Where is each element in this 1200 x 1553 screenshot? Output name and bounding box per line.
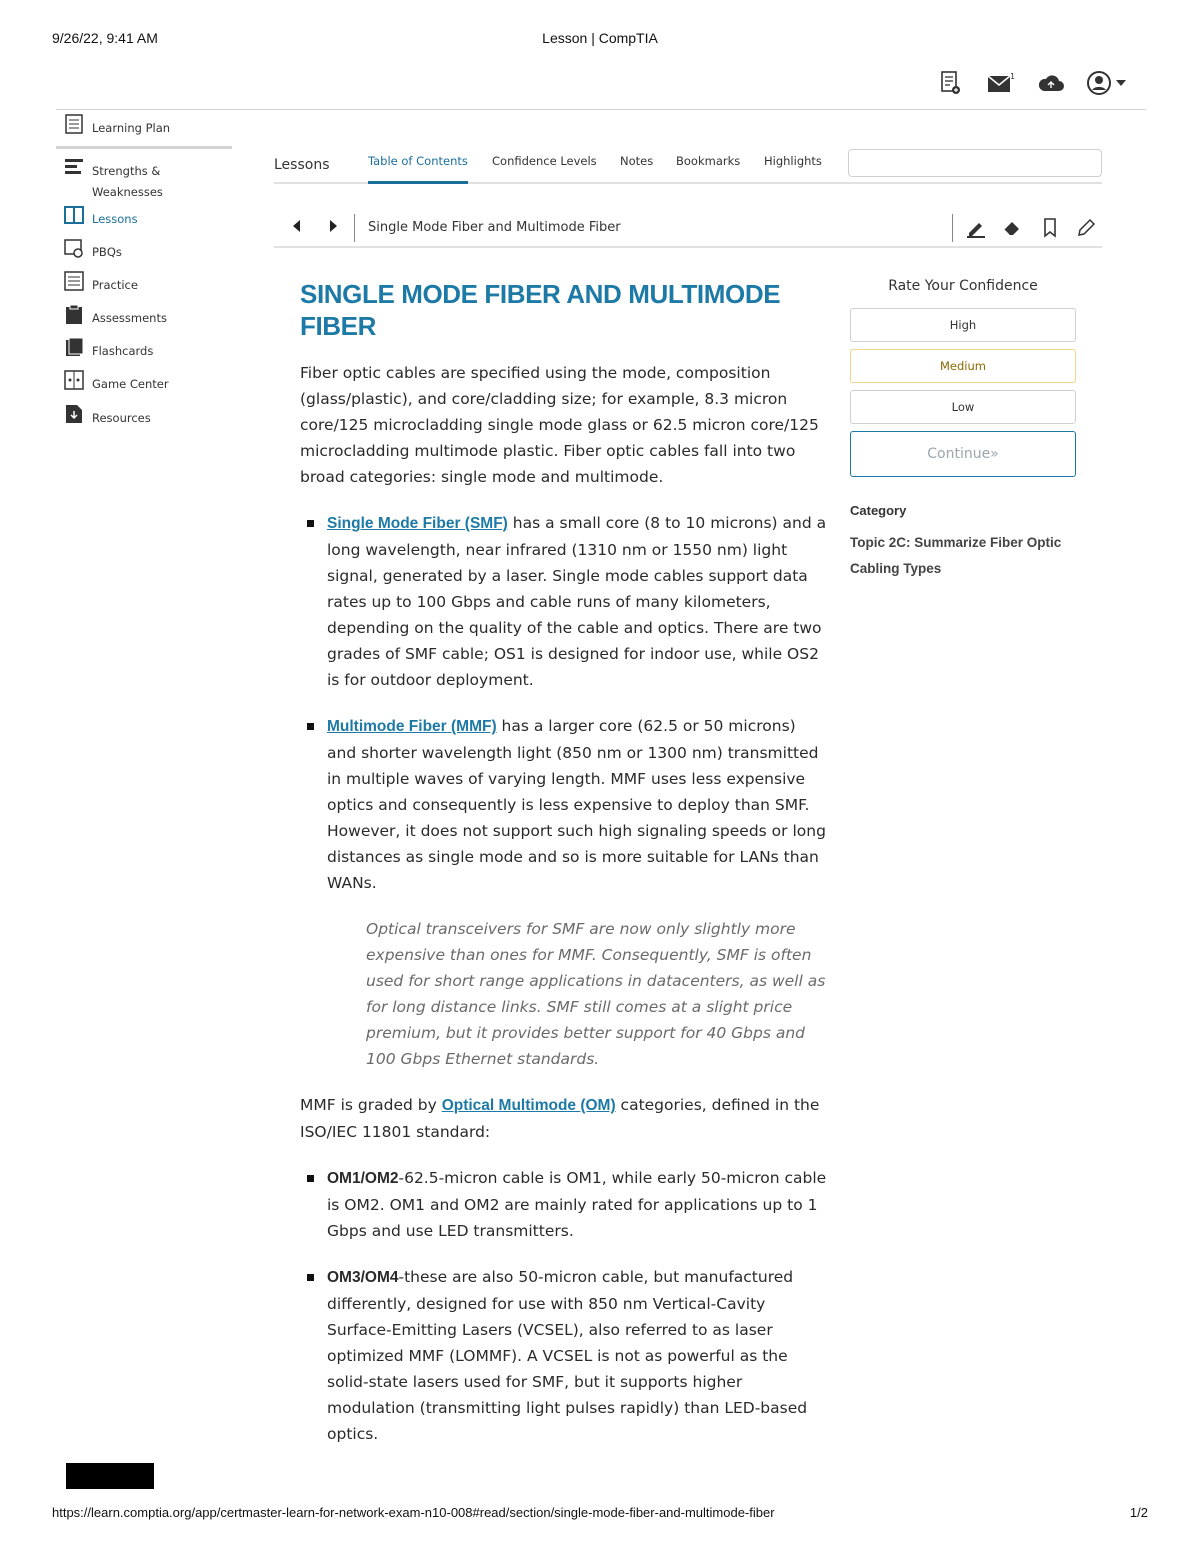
lesson-tabs (274, 146, 1102, 184)
smf-glossary-link[interactable]: Single Mode Fiber (SMF) (327, 515, 508, 532)
print-date: 9/26/22, 9:41 AM (52, 30, 158, 46)
note-callout: Optical transceivers for SMF are now only slightly more expensive than ones for MMF. Consequently, SMF is often used for short range applications in datacenters, as well as for long distance links. SMF still comes at a slight price premium, but it provides better support for 40 Gbps and 100 Gbps Ethernet standards. (366, 920, 826, 1068)
sidebar-item-resources[interactable] (56, 404, 232, 429)
print-header (52, 30, 1148, 50)
sidebar-item-game-center[interactable] (56, 370, 232, 395)
section-title: Lessons (274, 157, 330, 173)
previous-button[interactable] (288, 216, 306, 236)
pbq-icon (64, 238, 84, 258)
flashcards-icon (64, 337, 84, 357)
list-item (300, 1165, 828, 1244)
sidebar-item-practice[interactable] (56, 271, 232, 296)
om3-om4-term: OM3/OM4 (327, 1269, 399, 1286)
sidebar-item-label: Practice (92, 278, 138, 292)
notes-icon[interactable] (936, 68, 966, 98)
sidebar-item-label: Strengths & Weaknesses (92, 164, 163, 199)
highlight-button[interactable] (964, 216, 988, 240)
tab-bookmarks[interactable]: Bookmarks (676, 154, 741, 168)
bookmark-icon (1042, 218, 1058, 238)
om1-om2-term: OM1/OM2 (327, 1170, 399, 1187)
learning-plan-icon (64, 114, 84, 134)
om-text-after: categories, defined in the ISO/IEC 11801 standard: (300, 1096, 820, 1141)
sidebar-item-label: Learning Plan (92, 121, 171, 135)
strengths-icon (64, 157, 84, 177)
practice-icon (64, 271, 84, 291)
tab-highlights[interactable]: Highlights (764, 154, 822, 168)
category-value: Topic 2C: Summarize Fiber Optic Cabling Types (850, 535, 1062, 576)
list-item (300, 713, 828, 896)
list-item-text: has a small core (8 to 10 microns) and a long wavelength, near infrared (1310 nm or 1550 nm) light signal, generated by a laser. Single mode cables support data rates up to 100 Gbps and cable runs of many kilometers, depending on the quality of the cable and optics. There are two grades of SMF cable; OS1 is designed for indoor use, while OS2 is for outdoor deployment. (327, 514, 827, 689)
sidebar-item-label: PBQs (92, 245, 122, 259)
om-glossary-link[interactable]: Optical Multimode (OM) (441, 1097, 616, 1114)
continue-button[interactable]: Continue» (850, 431, 1076, 477)
tab-confidence-levels[interactable]: Confidence Levels (492, 154, 597, 168)
edit-note-button[interactable] (1074, 216, 1098, 240)
intro-paragraph: Fiber optic cables are specified using the mode, composition (glass/plastic), and core/cladding size; for example, 8.3 micron core/125 microcladding single mode glass or 62.5 micron core/125 microcladding multimode plastic. Fiber optic cables fall into two broad categories: single mode and multimode. (300, 364, 819, 486)
sidebar-item-label: Resources (92, 411, 151, 425)
tab-table-of-contents[interactable]: Table of Contents (368, 154, 468, 184)
list-item-text: -62.5-micron cable is OM1, while early 50-micron cable is OM2. OM1 and OM2 are mainly rated for applications up to 1 Gbps and use LED transmitters. (327, 1169, 827, 1240)
svg-text:1: 1 (1010, 72, 1015, 81)
eraser-button[interactable] (1000, 216, 1024, 240)
sidebar-item-strengths[interactable] (56, 157, 232, 203)
category-label: Category (850, 503, 907, 518)
sidebar-item-label: Lessons (92, 212, 138, 226)
eraser-icon (1001, 217, 1023, 239)
sidebar-item-lessons[interactable] (56, 205, 232, 230)
sidebar-item-flashcards[interactable] (56, 337, 232, 362)
tools-divider (952, 214, 953, 242)
print-title: Lesson | CompTIA (542, 30, 658, 46)
sidebar (56, 114, 232, 429)
list-item (300, 1264, 828, 1447)
list-item (300, 510, 828, 693)
breadcrumb: Single Mode Fiber and Multimode Fiber (368, 220, 621, 235)
mmf-glossary-link[interactable]: Multimode Fiber (MMF) (327, 718, 497, 735)
clipboard-icon (64, 304, 84, 324)
confidence-high-button[interactable]: High (850, 308, 1076, 342)
arrow-left-icon (292, 220, 302, 232)
confidence-medium-button[interactable]: Medium (850, 349, 1076, 383)
resources-icon (64, 404, 84, 424)
pencil-icon (1075, 217, 1097, 239)
sidebar-divider (56, 146, 232, 149)
confidence-low-button[interactable]: Low (850, 390, 1076, 424)
sidebar-item-learning-plan[interactable] (56, 114, 232, 139)
lesson-content (300, 278, 828, 1467)
page-title: SINGLE MODE FIBER AND MULTIMODE FIBER (300, 279, 781, 341)
list-item-text: has a larger core (62.5 or 50 microns) and shorter wavelength light (850 nm or 1300 nm) transmitted in multiple waves of varying length. MMF uses less expensive optics and consequently is less expensive to deploy than SMF. However, it does not support such high signaling speeds or long distances as single mode and so is more suitable for LANs than WANs. (327, 717, 826, 892)
om-paragraph (300, 1092, 828, 1145)
confidence-panel (850, 278, 1076, 582)
arrow-right-icon (328, 220, 338, 232)
sidebar-item-label: Flashcards (92, 344, 154, 358)
redaction-block (66, 1463, 154, 1489)
game-icon (64, 370, 84, 390)
sidebar-item-label: Game Center (92, 377, 169, 391)
top-toolbar (936, 68, 1130, 98)
rate-confidence-title: Rate Your Confidence (888, 278, 1038, 294)
page-number: 1/2 (1129, 1505, 1148, 1520)
lesson-nav (274, 210, 1102, 248)
sidebar-item-label: Assessments (92, 311, 167, 325)
om-categories-list (300, 1165, 828, 1447)
header-divider (56, 109, 1146, 110)
sidebar-item-assessments[interactable] (56, 304, 232, 329)
book-icon (64, 205, 84, 225)
sidebar-item-pbqs[interactable] (56, 238, 232, 263)
list-item-text: -these are also 50-micron cable, but manufactured differently, designed for use with 850 nm Vertical-Cavity Surface-Emitting Lasers (VCSEL), also referred to as laser optimized MMF (LOMMF). A VCSEL is not as powerful as the solid-state lasers used for SMF, but it supports higher modulation (transmitting light pulses rapidly) than LED-based optics. (327, 1268, 808, 1443)
mail-icon[interactable] (986, 68, 1016, 98)
cloud-icon[interactable] (1036, 68, 1066, 98)
highlighter-icon (965, 217, 987, 239)
nav-divider (354, 214, 355, 242)
fiber-types-list (300, 510, 828, 896)
print-url: https://learn.comptia.org/app/certmaster-learn-for-network-exam-n10-008#read/section/single-mode-fiber-and-multimode-fiber (52, 1505, 775, 1520)
next-button[interactable] (324, 216, 342, 236)
search-input[interactable] (848, 149, 1102, 177)
tab-notes[interactable]: Notes (620, 154, 654, 168)
bookmark-button[interactable] (1038, 216, 1062, 240)
user-menu-icon[interactable] (1086, 68, 1130, 98)
om-text-before: MMF is graded by (300, 1096, 442, 1114)
